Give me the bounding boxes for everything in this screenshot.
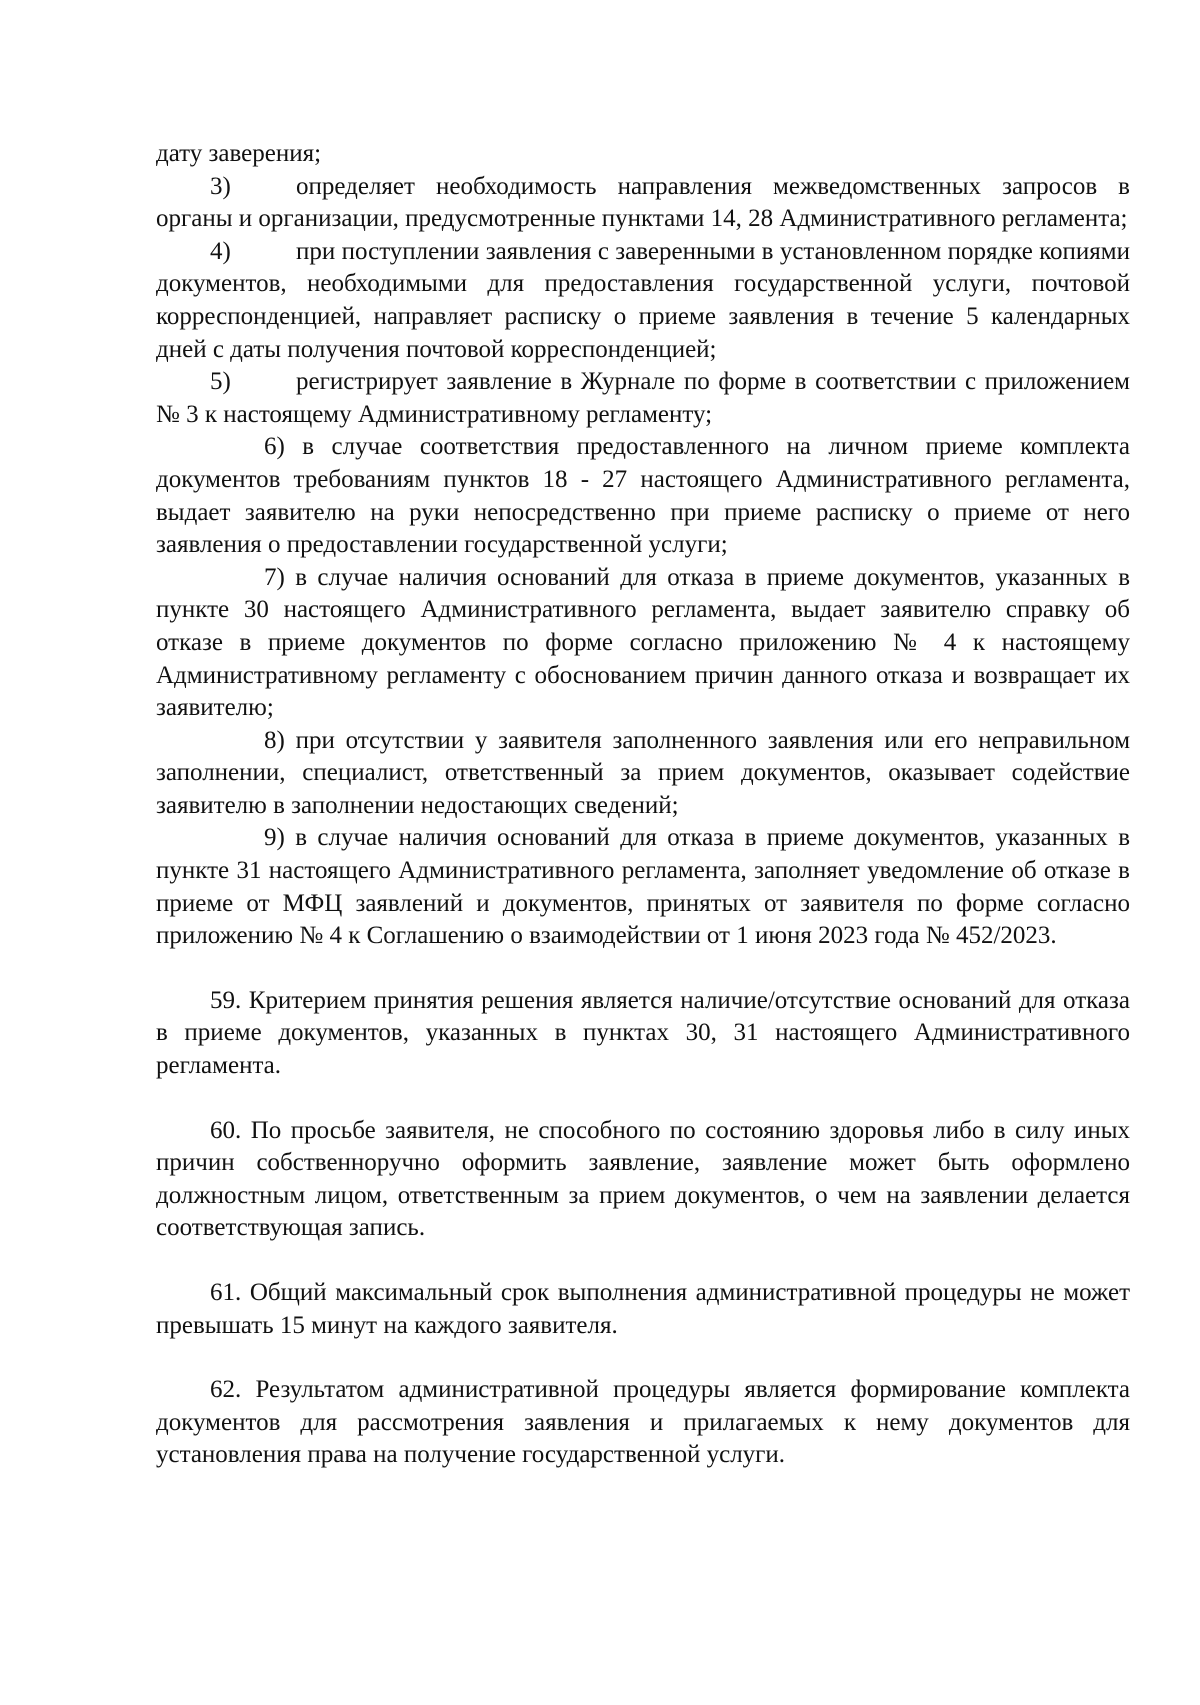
section-61	[156, 1277, 1130, 1342]
list-item-number: 8)	[264, 726, 285, 754]
paragraph-text: 59. Критерием принятия решения является наличие/отсутствие оснований для отказа в приеме документов, указанных в пунктах 30, 31 настоящего Административного регламента.	[156, 986, 1130, 1080]
paragraph-text: дату заверения;	[156, 140, 322, 167]
section-60	[156, 1115, 1130, 1245]
list-item-6	[156, 431, 1130, 561]
list-item-8	[156, 725, 1130, 823]
paragraph-continuation	[156, 138, 1130, 171]
list-item-7	[156, 562, 1130, 725]
list-item-text: в случае соответствия предоставленного на личном приеме комплекта документов требованиям пунктов 18 - 27 настоящего Административного регламента, выдает заявителю на руки непосредственно при приеме расписку о приеме от него заявления о предоставлении государственной услуги;	[156, 433, 1130, 559]
list-item-text: при поступлении заявления с заверенными в установленном порядке копиями документов, необходимыми для предоставления государственной услуги, почтовой корреспонденцией, направляет расписку о приеме заявления в течение 5 календарных дней с даты получения почтовой корреспонденцией;	[156, 237, 1130, 363]
paragraph-text: 60. По просьбе заявителя, не способного по состоянию здоровья либо в силу иных причин собственноручно оформить заявление, заявление может быть оформлено должностным лицом, ответственным за прием документов, о чем на заявлении делается соответствующая запись.	[156, 1116, 1130, 1242]
document-page	[156, 138, 1130, 1472]
section-59	[156, 985, 1130, 1083]
list-item-3	[156, 171, 1130, 236]
list-item-5	[156, 366, 1130, 431]
paragraph-text: 62. Результатом административной процедуры является формирование комплекта документов для рассмотрения заявления и прилагаемых к нему документов для установления права на получение государственной услуги.	[156, 1376, 1130, 1469]
list-item-4	[156, 236, 1130, 366]
section-62	[156, 1374, 1130, 1472]
list-item-text: в случае наличия оснований для отказа в приеме документов, указанных в пункте 30 настоящего Административного регламента, выдает заявителю справку об отказе в приеме документов по форме согласно приложению № 4 к настоящему Административному регламенту с обоснованием причин данного отказа и возвращает их заявителю;	[156, 563, 1130, 722]
list-item-text: регистрирует заявление в Журнале по форме в соответствии с приложением № 3 к настоящему Административному регламенту;	[156, 368, 1130, 428]
list-item-number: 3)	[210, 172, 231, 200]
list-item-number: 7)	[264, 563, 285, 591]
paragraph-text: 61. Общий максимальный срок выполнения административной процедуры не может превышать 15 минут на каждого заявителя.	[156, 1279, 1130, 1339]
list-item-text: в случае наличия оснований для отказа в приеме документов, указанных в пункте 31 настоящего Административного регламента, заполняет уведомление об отказе в приеме от МФЦ заявлений и документов, принятых от заявителя по форме согласно приложению № 4 к Соглашению о взаимодействии от 1 июня 2023 года № 452/2023.	[156, 824, 1130, 950]
list-item-number: 9)	[264, 824, 285, 852]
list-item-number: 6)	[264, 433, 285, 461]
list-item-9	[156, 822, 1130, 952]
list-item-text: определяет необходимость направления межведомственных запросов в органы и организации, предусмотренные пунктами 14, 28 Административного регламента;	[156, 172, 1130, 233]
list-item-number: 4)	[210, 237, 231, 265]
list-item-text: при отсутствии у заявителя заполненного заявления или его неправильном заполнении, специалист, ответственный за прием документов, оказывает содействие заявителю в заполнении недостающих сведений;	[156, 726, 1131, 819]
list-item-number: 5)	[210, 368, 231, 396]
